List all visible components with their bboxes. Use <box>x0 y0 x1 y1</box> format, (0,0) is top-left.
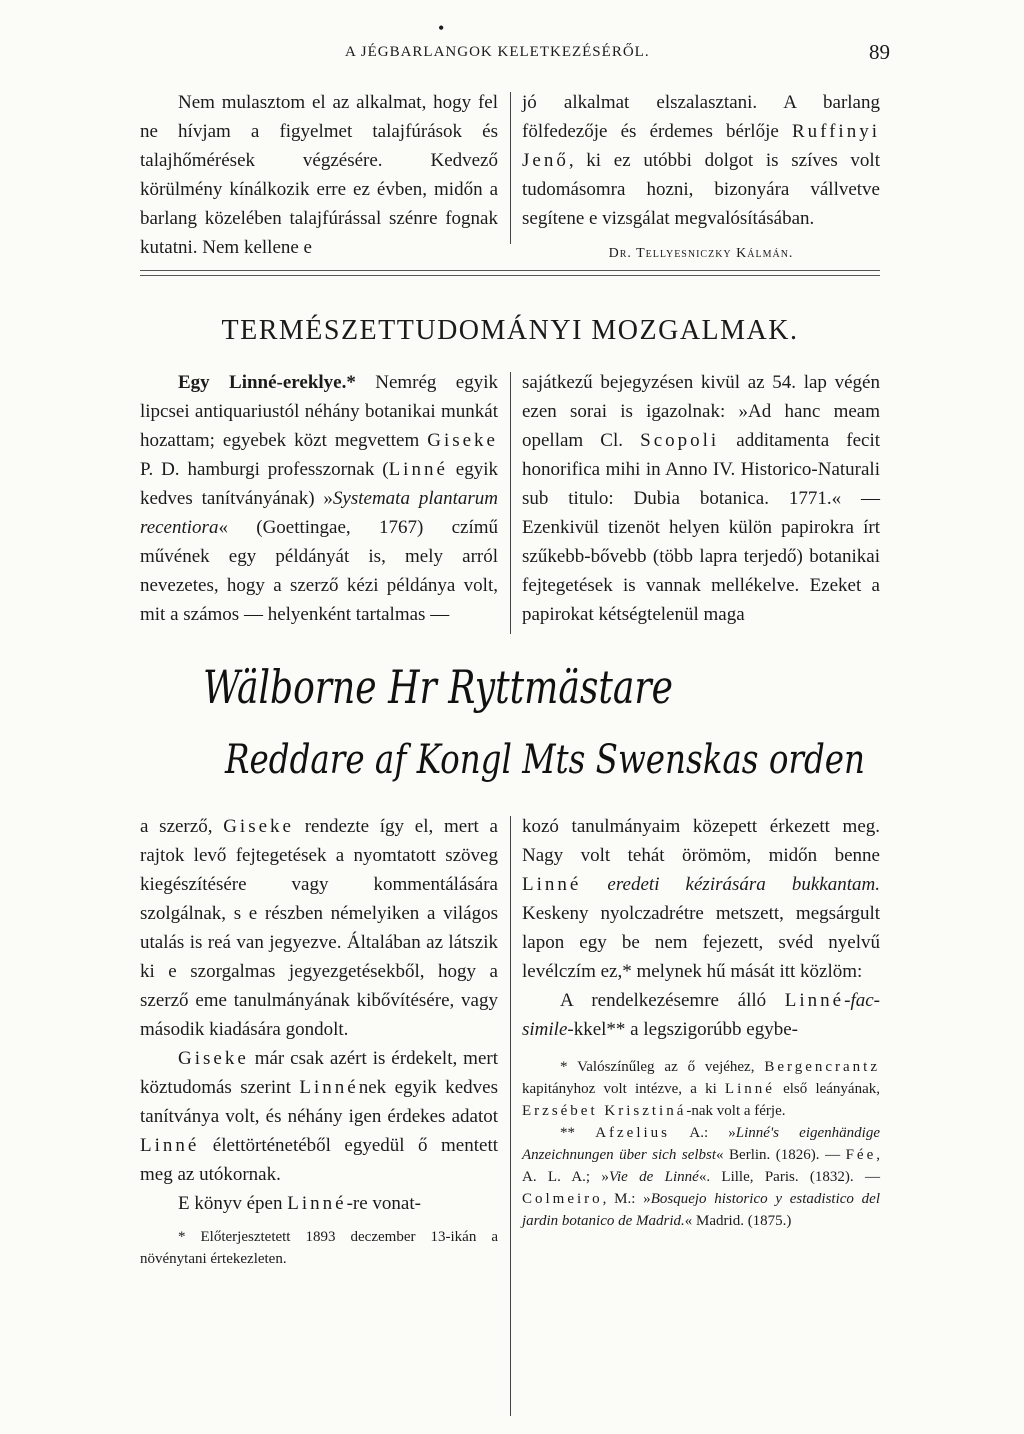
header-mark: • <box>438 18 445 38</box>
book-title: Systemata plantarum recentiora <box>140 488 498 538</box>
section-divider <box>140 270 880 278</box>
column-rule <box>510 816 511 1416</box>
paragraph: a szerző, Giseke rendezte így el, mert a rajtok levő fejtegetések a nyomtatott szöveg kiegészítésére vagy kommentálására szolgálnak, s e részben némelyiken a világos utalás is reá van jegyezve. Általában az látszik ki e szorgalmas jegyezgetésekből, hogy a szerző eme tanulmányának kibővítésére, vagy második kiadására gondolt. <box>140 816 498 1040</box>
bottom-left-column <box>140 812 498 1270</box>
handwriting-line-1: Wälborne Hr Ryttmästare <box>203 660 673 714</box>
paragraph: Giseke már csak azért is érdekelt, mert köztudomás szerint Linnének egyik kedves tanítványa volt, és néhány igen érdekes adatot Linné élettörténetéből egyedül ő mentett meg az utókornak. <box>140 1048 499 1185</box>
top-left-column <box>140 88 498 262</box>
section-title: TERMÉSZETTUDOMÁNYI MOZGALMAK. <box>221 315 799 346</box>
footnote: * Valószínűleg az ő vejéhez, Bergencrantz kapitányhoz volt intézve, a ki Linné első leányának, Erzsébet Krisztiná-nak volt a férje. <box>522 1059 880 1119</box>
article-heading: Egy Linné-ereklye. <box>178 372 347 393</box>
paragraph: kozó tanulmányaim közepett érkezett meg. Nagy volt tehát örömöm, midőn benne Linné eredeti kézirására bukkantam. Keskeny nyolczadrétre metszett, megsárgult lapon egy be nem fejezett, svéd nyelvű levélczím ez,* melynek hű mását itt közlöm: <box>522 816 880 982</box>
page-number: 89 <box>869 40 890 64</box>
paragraph: Nem mulasztom el az alkalmat, hogy fel ne hívjam a figyelmet talajfúrások és talajhőmérések végzésére. Kedvező körülmény kínálkozik erre ez évben, midőn a barlang közelében talajfúrással szénre fognak kutatni. Nem kellene e <box>140 92 498 258</box>
mid-right-column <box>522 368 880 629</box>
paragraph: sajátkezű bejegyzésen kivül az 54. lap végén ezen sorai is igazolnak: »Ad hanc meam opellam Cl. Scopoli additamenta fecit honorifica mihi in Anno IV. Historico-Naturali sub titulo: Dubia botanica. 1771.« — Ezenkivül tizenöt helyen külön papirokra írt szűkebb-bővebb (több lapra terjedő) botanikai fejtegetések is vannak mellékelve. Ezeket a papirokat kétségtelenül maga <box>522 372 880 625</box>
person-name: Ruffinyi Jenő <box>522 121 880 171</box>
paragraph: E könyv épen Linné-re vonat- <box>178 1193 421 1214</box>
paragraph: jó alkalmat elszalasztani. A barlang fölfedezője és érdemes bérlője Ruffinyi Jenő, ki ez utóbbi dolgot is szíves volt tudomásomra hozni, bizonyára vállvetve segítene e vizsgálat megvalósításában. <box>522 92 880 229</box>
column-rule <box>510 92 511 244</box>
footnote-left: * Előterjesztetett 1893 deczember 13-ikán a növénytani értekezleten. <box>140 1229 498 1267</box>
footnotes-right <box>522 1056 880 1232</box>
top-right-column <box>522 88 880 268</box>
mid-left-column <box>140 368 498 629</box>
handwriting-facsimile <box>185 645 885 795</box>
paragraph: A rendelkezésemre álló Linné-fac-simile-kkel** a legszigorúbb egybe- <box>522 990 880 1040</box>
handwriting-line-2: Reddare af Kongl Mts Swenskas orden <box>224 737 866 783</box>
paragraph: Egy Linné-ereklye.* Nemrég egyik lipcsei antiquariustól néhány botanikai munkát hozattam; egyebek közt megvettem Giseke P. D. hamburgi professzornak (Linné egyik kedves tanítványának) »Systemata plantarum recentiora« (Goettingae, 1767) czímű művének egy példányát is, mely arról nevezetes, hogy a szerző kézi példánya volt, mit a számos — helyenként tartalmas — <box>140 372 498 625</box>
column-rule <box>510 372 511 634</box>
bottom-right-column <box>522 812 880 1232</box>
author-signature: Dr. Tellyesniczky Kálmán. <box>608 246 794 261</box>
footnote: ** Afzelius A.: »Linné's eigenhändige Anzeichnungen über sich selbst« Berlin. (1826). — Fée, A. L. A.; »Vie de Linné«. Lille, Paris. (1832). — Colmeiro, M.: »Bosquejo historico y estadistico del jardin botanico de Madrid.« Madrid. (1875.) <box>522 1125 881 1229</box>
running-title: A JÉGBARLANGOK KELETKEZÉSÉRŐL. <box>345 44 650 60</box>
page-header <box>140 18 890 72</box>
